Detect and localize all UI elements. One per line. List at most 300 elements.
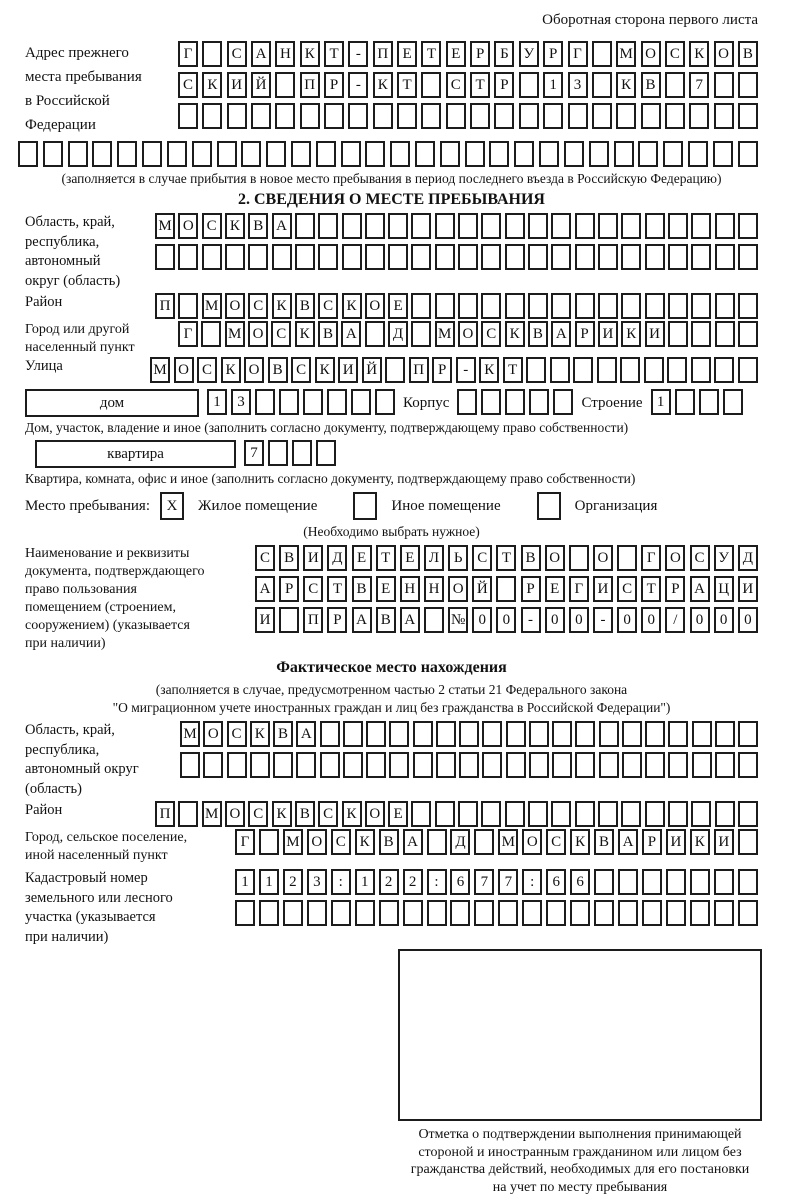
char-cell[interactable]: К xyxy=(221,357,241,383)
char-cell[interactable] xyxy=(481,801,501,827)
char-cell[interactable] xyxy=(117,141,137,167)
actual-city-row[interactable] xyxy=(235,829,758,855)
char-cell[interactable]: С xyxy=(690,545,710,571)
char-cell[interactable]: Г xyxy=(235,829,255,855)
char-cell[interactable]: В xyxy=(352,576,372,602)
char-cell[interactable]: 2 xyxy=(379,869,399,895)
char-cell[interactable] xyxy=(714,357,734,383)
char-cell[interactable] xyxy=(569,545,589,571)
char-cell[interactable]: А xyxy=(400,607,420,633)
char-cell[interactable]: С xyxy=(248,293,268,319)
char-cell[interactable] xyxy=(435,293,455,319)
char-cell[interactable]: - xyxy=(521,607,541,633)
char-cell[interactable]: О xyxy=(458,321,478,347)
char-cell[interactable]: 1 xyxy=(207,389,227,415)
char-cell[interactable] xyxy=(575,801,595,827)
char-cell[interactable] xyxy=(458,213,478,239)
char-cell[interactable]: - xyxy=(456,357,476,383)
char-cell[interactable] xyxy=(638,141,658,167)
char-cell[interactable]: - xyxy=(593,607,613,633)
char-cell[interactable] xyxy=(389,752,409,778)
char-cell[interactable] xyxy=(436,752,456,778)
char-cell[interactable]: Б xyxy=(494,41,514,67)
char-cell[interactable]: А xyxy=(690,576,710,602)
char-cell[interactable] xyxy=(622,752,642,778)
char-cell[interactable] xyxy=(668,321,688,347)
char-cell[interactable]: В xyxy=(295,801,315,827)
char-cell[interactable] xyxy=(645,721,665,747)
char-cell[interactable] xyxy=(546,900,566,926)
char-cell[interactable]: Ь xyxy=(448,545,468,571)
char-cell[interactable] xyxy=(575,213,595,239)
char-cell[interactable] xyxy=(621,213,641,239)
char-cell[interactable]: 1 xyxy=(259,869,279,895)
char-cell[interactable]: П xyxy=(303,607,323,633)
char-cell[interactable] xyxy=(435,801,455,827)
char-cell[interactable] xyxy=(598,801,618,827)
char-cell[interactable] xyxy=(645,752,665,778)
char-cell[interactable] xyxy=(446,103,466,129)
char-cell[interactable] xyxy=(415,141,435,167)
char-cell[interactable]: С xyxy=(546,829,566,855)
char-cell[interactable] xyxy=(316,141,336,167)
char-cell[interactable] xyxy=(529,752,549,778)
char-cell[interactable] xyxy=(621,801,641,827)
char-cell[interactable] xyxy=(692,721,712,747)
char-cell[interactable]: 3 xyxy=(231,389,251,415)
char-cell[interactable]: Г xyxy=(568,41,588,67)
char-cell[interactable]: М xyxy=(225,321,245,347)
organization-checkbox[interactable] xyxy=(537,492,561,520)
char-cell[interactable] xyxy=(645,244,665,270)
char-cell[interactable] xyxy=(341,141,361,167)
char-cell[interactable] xyxy=(458,801,478,827)
char-cell[interactable] xyxy=(575,293,595,319)
char-cell[interactable]: О xyxy=(365,801,385,827)
char-cell[interactable] xyxy=(424,607,444,633)
char-cell[interactable] xyxy=(373,103,393,129)
char-cell[interactable] xyxy=(715,721,735,747)
char-cell[interactable] xyxy=(738,213,758,239)
char-cell[interactable] xyxy=(266,141,286,167)
char-cell[interactable] xyxy=(375,389,395,415)
char-cell[interactable] xyxy=(570,900,590,926)
char-cell[interactable] xyxy=(411,293,431,319)
char-cell[interactable] xyxy=(543,103,563,129)
char-cell[interactable]: Д xyxy=(388,321,408,347)
char-cell[interactable] xyxy=(644,357,664,383)
char-cell[interactable] xyxy=(403,900,423,926)
char-cell[interactable] xyxy=(388,213,408,239)
char-cell[interactable] xyxy=(43,141,63,167)
char-cell[interactable] xyxy=(250,752,270,778)
char-cell[interactable] xyxy=(366,721,386,747)
char-cell[interactable] xyxy=(296,752,316,778)
char-cell[interactable]: К xyxy=(570,829,590,855)
char-cell[interactable] xyxy=(621,293,641,319)
char-cell[interactable] xyxy=(599,721,619,747)
char-cell[interactable]: И xyxy=(714,829,734,855)
char-cell[interactable] xyxy=(273,752,293,778)
char-cell[interactable] xyxy=(155,244,175,270)
char-cell[interactable] xyxy=(622,721,642,747)
char-cell[interactable] xyxy=(505,244,525,270)
document-row-3[interactable] xyxy=(255,607,758,633)
char-cell[interactable]: 6 xyxy=(450,869,470,895)
char-cell[interactable] xyxy=(227,103,247,129)
char-cell[interactable]: 3 xyxy=(307,869,327,895)
actual-region-row-2[interactable] xyxy=(180,752,758,778)
other-premises-checkbox[interactable] xyxy=(353,492,377,520)
char-cell[interactable] xyxy=(688,141,708,167)
char-cell[interactable]: В xyxy=(268,357,288,383)
char-cell[interactable] xyxy=(295,244,315,270)
document-row-1[interactable] xyxy=(255,545,758,571)
char-cell[interactable] xyxy=(178,103,198,129)
char-cell[interactable]: К xyxy=(616,72,636,98)
char-cell[interactable] xyxy=(241,141,261,167)
char-cell[interactable]: А xyxy=(251,41,271,67)
char-cell[interactable]: 6 xyxy=(546,869,566,895)
char-cell[interactable]: В xyxy=(318,321,338,347)
char-cell[interactable]: 0 xyxy=(569,607,589,633)
apartment-cells[interactable] xyxy=(244,440,336,466)
char-cell[interactable]: К xyxy=(300,41,320,67)
char-cell[interactable] xyxy=(691,213,711,239)
char-cell[interactable] xyxy=(365,321,385,347)
char-cell[interactable] xyxy=(435,213,455,239)
char-cell[interactable]: Е xyxy=(446,41,466,67)
char-cell[interactable] xyxy=(666,869,686,895)
char-cell[interactable]: 0 xyxy=(738,607,758,633)
char-cell[interactable] xyxy=(738,900,758,926)
char-cell[interactable]: 0 xyxy=(617,607,637,633)
char-cell[interactable]: 2 xyxy=(283,869,303,895)
char-cell[interactable]: Т xyxy=(496,545,516,571)
char-cell[interactable] xyxy=(255,389,275,415)
char-cell[interactable]: Л xyxy=(424,545,444,571)
char-cell[interactable] xyxy=(482,721,502,747)
char-cell[interactable] xyxy=(178,244,198,270)
char-cell[interactable] xyxy=(714,72,734,98)
char-cell[interactable] xyxy=(691,244,711,270)
house-box[interactable]: дом xyxy=(25,389,199,417)
char-cell[interactable]: К xyxy=(342,293,362,319)
char-cell[interactable] xyxy=(342,244,362,270)
char-cell[interactable]: 1 xyxy=(651,389,671,415)
char-cell[interactable]: М xyxy=(616,41,636,67)
char-cell[interactable] xyxy=(275,72,295,98)
char-cell[interactable] xyxy=(614,141,634,167)
char-cell[interactable] xyxy=(178,293,198,319)
char-cell[interactable]: М xyxy=(202,293,222,319)
char-cell[interactable] xyxy=(553,389,573,415)
char-cell[interactable] xyxy=(180,752,200,778)
char-cell[interactable]: К xyxy=(250,721,270,747)
char-cell[interactable] xyxy=(225,244,245,270)
char-cell[interactable]: О xyxy=(522,829,542,855)
char-cell[interactable] xyxy=(522,900,542,926)
char-cell[interactable] xyxy=(514,141,534,167)
char-cell[interactable] xyxy=(494,103,514,129)
char-cell[interactable]: Е xyxy=(397,41,417,67)
char-cell[interactable] xyxy=(667,357,687,383)
char-cell[interactable]: И xyxy=(227,72,247,98)
char-cell[interactable] xyxy=(92,141,112,167)
char-cell[interactable] xyxy=(715,213,735,239)
char-cell[interactable] xyxy=(202,103,222,129)
char-cell[interactable] xyxy=(202,244,222,270)
char-cell[interactable] xyxy=(366,752,386,778)
char-cell[interactable]: О xyxy=(714,41,734,67)
char-cell[interactable] xyxy=(568,103,588,129)
char-cell[interactable] xyxy=(474,829,494,855)
char-cell[interactable] xyxy=(594,869,614,895)
char-cell[interactable]: Е xyxy=(376,576,396,602)
char-cell[interactable] xyxy=(738,829,758,855)
char-cell[interactable]: К xyxy=(202,72,222,98)
char-cell[interactable] xyxy=(738,321,758,347)
char-cell[interactable]: Е xyxy=(400,545,420,571)
char-cell[interactable] xyxy=(397,103,417,129)
char-cell[interactable] xyxy=(526,357,546,383)
char-cell[interactable] xyxy=(692,752,712,778)
char-cell[interactable]: 7 xyxy=(689,72,709,98)
char-cell[interactable] xyxy=(365,213,385,239)
char-cell[interactable]: С xyxy=(248,801,268,827)
char-cell[interactable] xyxy=(715,321,735,347)
char-cell[interactable] xyxy=(616,103,636,129)
char-cell[interactable] xyxy=(551,213,571,239)
char-cell[interactable] xyxy=(389,721,409,747)
char-cell[interactable]: К xyxy=(272,801,292,827)
char-cell[interactable] xyxy=(550,357,570,383)
char-cell[interactable]: В xyxy=(279,545,299,571)
char-cell[interactable]: 0 xyxy=(496,607,516,633)
char-cell[interactable] xyxy=(713,141,733,167)
char-cell[interactable] xyxy=(618,900,638,926)
char-cell[interactable]: А xyxy=(272,213,292,239)
char-cell[interactable]: А xyxy=(341,321,361,347)
char-cell[interactable]: С xyxy=(197,357,217,383)
char-cell[interactable] xyxy=(474,900,494,926)
char-cell[interactable]: М xyxy=(155,213,175,239)
char-cell[interactable] xyxy=(481,293,501,319)
char-cell[interactable] xyxy=(427,900,447,926)
prev-address-row-3[interactable] xyxy=(178,103,758,129)
char-cell[interactable]: М xyxy=(498,829,518,855)
char-cell[interactable] xyxy=(665,72,685,98)
char-cell[interactable]: - xyxy=(348,41,368,67)
char-cell[interactable]: Д xyxy=(450,829,470,855)
char-cell[interactable] xyxy=(481,213,501,239)
char-cell[interactable] xyxy=(435,244,455,270)
char-cell[interactable]: В xyxy=(738,41,758,67)
char-cell[interactable] xyxy=(575,244,595,270)
char-cell[interactable]: Т xyxy=(421,41,441,67)
char-cell[interactable] xyxy=(599,752,619,778)
char-cell[interactable] xyxy=(564,141,584,167)
char-cell[interactable] xyxy=(668,213,688,239)
char-cell[interactable]: С xyxy=(271,321,291,347)
char-cell[interactable] xyxy=(450,900,470,926)
char-cell[interactable]: № xyxy=(448,607,468,633)
char-cell[interactable]: Н xyxy=(275,41,295,67)
char-cell[interactable] xyxy=(18,141,38,167)
char-cell[interactable] xyxy=(279,389,299,415)
char-cell[interactable]: Г xyxy=(178,321,198,347)
char-cell[interactable]: 2 xyxy=(403,869,423,895)
char-cell[interactable]: С xyxy=(446,72,466,98)
region-row-2[interactable] xyxy=(155,244,758,270)
cadastral-row-1[interactable] xyxy=(235,869,758,895)
char-cell[interactable] xyxy=(68,141,88,167)
char-cell[interactable]: В xyxy=(528,321,548,347)
char-cell[interactable]: М xyxy=(150,357,170,383)
char-cell[interactable] xyxy=(505,213,525,239)
char-cell[interactable]: И xyxy=(593,576,613,602)
char-cell[interactable]: К xyxy=(315,357,335,383)
char-cell[interactable] xyxy=(642,900,662,926)
char-cell[interactable]: И xyxy=(666,829,686,855)
char-cell[interactable]: 1 xyxy=(355,869,375,895)
char-cell[interactable] xyxy=(715,244,735,270)
char-cell[interactable] xyxy=(528,244,548,270)
char-cell[interactable] xyxy=(738,244,758,270)
apartment-box[interactable]: квартира xyxy=(35,440,236,468)
char-cell[interactable]: С xyxy=(291,357,311,383)
char-cell[interactable]: Т xyxy=(470,72,490,98)
char-cell[interactable] xyxy=(320,752,340,778)
residential-checkbox[interactable] xyxy=(160,492,184,520)
char-cell[interactable]: Р xyxy=(279,576,299,602)
char-cell[interactable]: Н xyxy=(400,576,420,602)
char-cell[interactable] xyxy=(292,440,312,466)
char-cell[interactable] xyxy=(465,141,485,167)
char-cell[interactable] xyxy=(316,440,336,466)
char-cell[interactable]: П xyxy=(300,72,320,98)
char-cell[interactable] xyxy=(592,41,612,67)
char-cell[interactable] xyxy=(723,389,743,415)
char-cell[interactable] xyxy=(528,801,548,827)
char-cell[interactable] xyxy=(714,900,734,926)
char-cell[interactable] xyxy=(411,244,431,270)
char-cell[interactable]: 0 xyxy=(641,607,661,633)
char-cell[interactable]: 7 xyxy=(244,440,264,466)
char-cell[interactable]: В xyxy=(295,293,315,319)
char-cell[interactable]: К xyxy=(373,72,393,98)
char-cell[interactable] xyxy=(440,141,460,167)
char-cell[interactable] xyxy=(690,900,710,926)
char-cell[interactable] xyxy=(642,869,662,895)
char-cell[interactable]: А xyxy=(551,321,571,347)
char-cell[interactable]: С xyxy=(227,721,247,747)
char-cell[interactable] xyxy=(259,829,279,855)
char-cell[interactable]: Е xyxy=(388,801,408,827)
char-cell[interactable]: А xyxy=(403,829,423,855)
char-cell[interactable]: : xyxy=(522,869,542,895)
document-row-2[interactable] xyxy=(255,576,758,602)
char-cell[interactable]: 7 xyxy=(474,869,494,895)
char-cell[interactable]: М xyxy=(283,829,303,855)
char-cell[interactable]: Т xyxy=(397,72,417,98)
char-cell[interactable]: Й xyxy=(251,72,271,98)
char-cell[interactable]: О xyxy=(203,721,223,747)
cadastral-row-2[interactable] xyxy=(235,900,758,926)
char-cell[interactable]: - xyxy=(348,72,368,98)
char-cell[interactable]: С xyxy=(303,576,323,602)
char-cell[interactable] xyxy=(421,103,441,129)
char-cell[interactable]: К xyxy=(621,321,641,347)
char-cell[interactable] xyxy=(663,141,683,167)
char-cell[interactable] xyxy=(295,213,315,239)
char-cell[interactable] xyxy=(506,721,526,747)
char-cell[interactable] xyxy=(318,244,338,270)
char-cell[interactable] xyxy=(519,72,539,98)
char-cell[interactable] xyxy=(699,389,719,415)
char-cell[interactable] xyxy=(691,357,711,383)
char-cell[interactable] xyxy=(738,72,758,98)
char-cell[interactable] xyxy=(351,389,371,415)
char-cell[interactable]: Р xyxy=(665,576,685,602)
char-cell[interactable]: О xyxy=(641,41,661,67)
char-cell[interactable] xyxy=(459,721,479,747)
char-cell[interactable]: Р xyxy=(543,41,563,67)
char-cell[interactable] xyxy=(738,293,758,319)
char-cell[interactable]: И xyxy=(303,545,323,571)
char-cell[interactable] xyxy=(142,141,162,167)
char-cell[interactable]: С xyxy=(227,41,247,67)
char-cell[interactable]: П xyxy=(409,357,429,383)
char-cell[interactable]: Т xyxy=(327,576,347,602)
char-cell[interactable]: К xyxy=(689,41,709,67)
char-cell[interactable]: Г xyxy=(178,41,198,67)
char-cell[interactable]: Д xyxy=(327,545,347,571)
char-cell[interactable] xyxy=(268,440,288,466)
char-cell[interactable] xyxy=(411,321,431,347)
char-cell[interactable] xyxy=(365,244,385,270)
char-cell[interactable]: К xyxy=(505,321,525,347)
char-cell[interactable] xyxy=(388,244,408,270)
char-cell[interactable]: С xyxy=(202,213,222,239)
char-cell[interactable]: Р xyxy=(575,321,595,347)
char-cell[interactable] xyxy=(303,389,323,415)
char-cell[interactable]: С xyxy=(255,545,275,571)
char-cell[interactable] xyxy=(738,103,758,129)
char-cell[interactable] xyxy=(597,357,617,383)
char-cell[interactable] xyxy=(738,752,758,778)
char-cell[interactable] xyxy=(331,900,351,926)
char-cell[interactable]: И xyxy=(338,357,358,383)
char-cell[interactable]: Ц xyxy=(714,576,734,602)
char-cell[interactable] xyxy=(620,357,640,383)
char-cell[interactable]: И xyxy=(738,576,758,602)
char-cell[interactable]: В xyxy=(641,72,661,98)
char-cell[interactable]: О xyxy=(244,357,264,383)
char-cell[interactable] xyxy=(365,141,385,167)
char-cell[interactable] xyxy=(343,721,363,747)
char-cell[interactable]: К xyxy=(342,801,362,827)
char-cell[interactable] xyxy=(481,244,501,270)
char-cell[interactable]: К xyxy=(355,829,375,855)
char-cell[interactable] xyxy=(217,141,237,167)
char-cell[interactable] xyxy=(348,103,368,129)
char-cell[interactable] xyxy=(691,321,711,347)
char-cell[interactable] xyxy=(691,293,711,319)
char-cell[interactable]: С xyxy=(481,321,501,347)
char-cell[interactable] xyxy=(592,72,612,98)
char-cell[interactable]: М xyxy=(180,721,200,747)
